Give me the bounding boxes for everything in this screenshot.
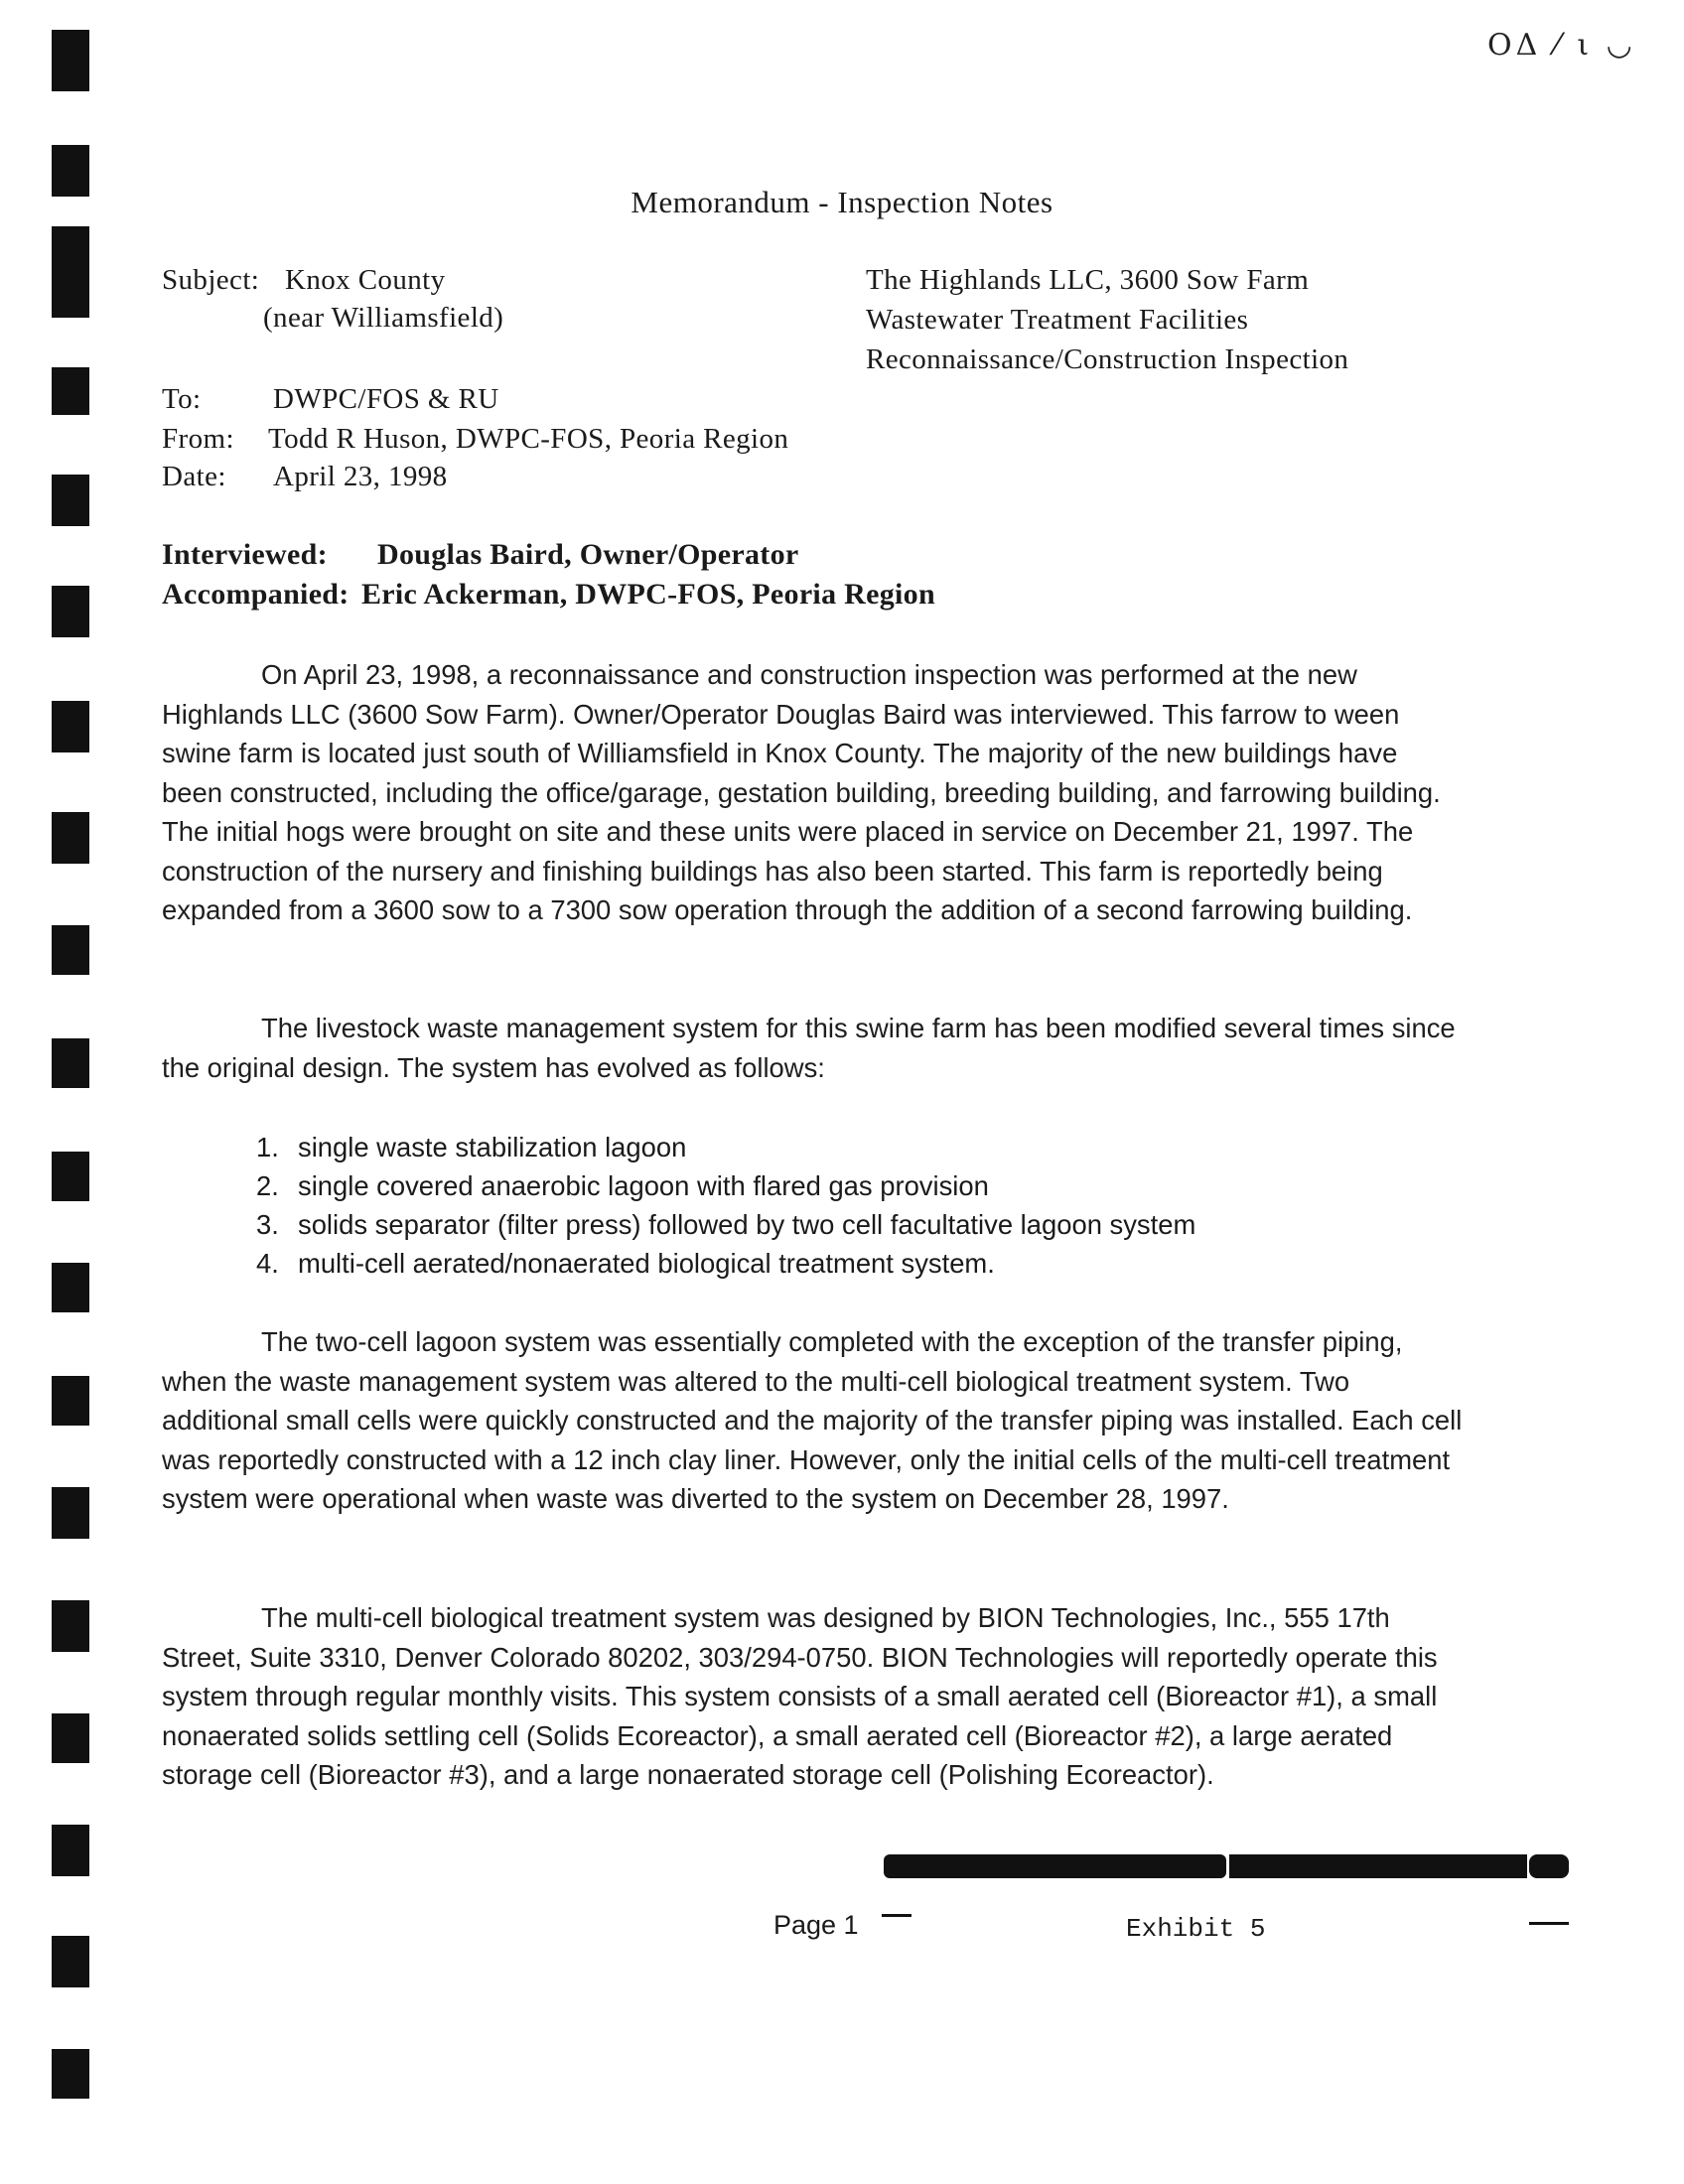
facility-line-1: The Highlands LLC, 3600 Sow Farm bbox=[866, 264, 1310, 296]
list-text: single covered anaerobic lagoon with flared gas provision bbox=[298, 1170, 989, 1201]
subject-label: Subject: bbox=[162, 264, 260, 296]
file-stamp: ΟΔ ⁄ ι ◡ bbox=[1487, 28, 1636, 63]
from-label: From: bbox=[162, 423, 234, 455]
evolution-list bbox=[256, 1128, 1195, 1283]
page-number: Page 1 bbox=[773, 1910, 859, 1940]
binding-marks bbox=[52, 30, 89, 2099]
list-text: multi-cell aerated/nonaerated biological treatment system. bbox=[298, 1248, 995, 1279]
interviewed-label: Interviewed: bbox=[162, 538, 328, 571]
list-text: single waste stabilization lagoon bbox=[298, 1132, 687, 1162]
paragraph-1: On April 23, 1998, a reconnaissance and construction inspection was performed at the new Highlands LLC (3600 Sow Farm). Owner/Operator Douglas Baird was interviewed. This farrow to ween swine farm is located just south of Williamsfield in Knox County. The majority of the new buildings have been constructed, including the office/garage, gestation building, breeding building, and farrowing building. The initial hogs were brought on site and these units were placed in service on December 21, 1997. The construction of the nursery and finishing buildings has also been started. This farm is reportedly being expanded from a 3600 sow to a 7300 sow operation through the addition of a second farrowing building. bbox=[162, 659, 1441, 925]
list-item bbox=[256, 1244, 1195, 1283]
paragraph-3: The two-cell lagoon system was essentially completed with the exception of the transfer piping, when the waste management system was altered to the multi-cell biological treatment system. Two additional small cells were quickly constructed and the majority of the transfer piping was installed. Each cell was reportedly constructed with a 12 inch clay liner. However, only the initial cells of the multi-cell treatment system were operational when waste was diverted to the system on December 28, 1997. bbox=[162, 1326, 1463, 1514]
to-label: To: bbox=[162, 383, 202, 415]
list-item bbox=[256, 1166, 1195, 1205]
accompanied-value: Eric Ackerman, DWPC-FOS, Peoria Region bbox=[361, 578, 935, 611]
list-item bbox=[256, 1205, 1195, 1244]
to-value: DWPC/FOS & RU bbox=[273, 383, 499, 415]
paragraph-2: The livestock waste management system for this swine farm has been modified several times since the original design. The system has evolved as follows: bbox=[162, 1013, 1456, 1083]
interviewed-value: Douglas Baird, Owner/Operator bbox=[377, 538, 799, 571]
from-value: Todd R Huson, DWPC-FOS, Peoria Region bbox=[268, 423, 789, 455]
accompanied-label: Accompanied: bbox=[162, 578, 350, 611]
subject-near: (near Williamsfield) bbox=[263, 302, 504, 334]
list-number: 1. bbox=[256, 1132, 279, 1162]
subject-county: Knox County bbox=[285, 264, 446, 296]
list-number: 3. bbox=[256, 1209, 279, 1240]
list-item bbox=[256, 1128, 1195, 1166]
facility-line-2: Wastewater Treatment Facilities bbox=[866, 304, 1249, 336]
date-label: Date: bbox=[162, 461, 226, 492]
memo-title: Memorandum - Inspection Notes bbox=[631, 185, 1053, 219]
list-number: 4. bbox=[256, 1248, 279, 1279]
paragraph-4: The multi-cell biological treatment system was designed by BION Technologies, Inc., 555 17th Street, Suite 3310, Denver Colorado 80202, 303/294-0750. BION Technologies will reportedly operate this system through regular monthly visits. This system consists of a small aerated cell (Bioreactor #1), a small nonaerated solids settling cell (Solids Ecoreactor), a small aerated cell (Bioreactor #2), a large aerated storage cell (Bioreactor #3), and a large nonaerated storage cell (Polishing Ecoreactor). bbox=[162, 1602, 1438, 1790]
facility-line-3: Reconnaissance/Construction Inspection bbox=[866, 343, 1349, 375]
exhibit-label: Exhibit 5 bbox=[1126, 1914, 1266, 1944]
date-value: April 23, 1998 bbox=[273, 461, 448, 492]
list-number: 2. bbox=[256, 1170, 279, 1201]
list-text: solids separator (filter press) followed by two cell facultative lagoon system bbox=[298, 1209, 1196, 1240]
